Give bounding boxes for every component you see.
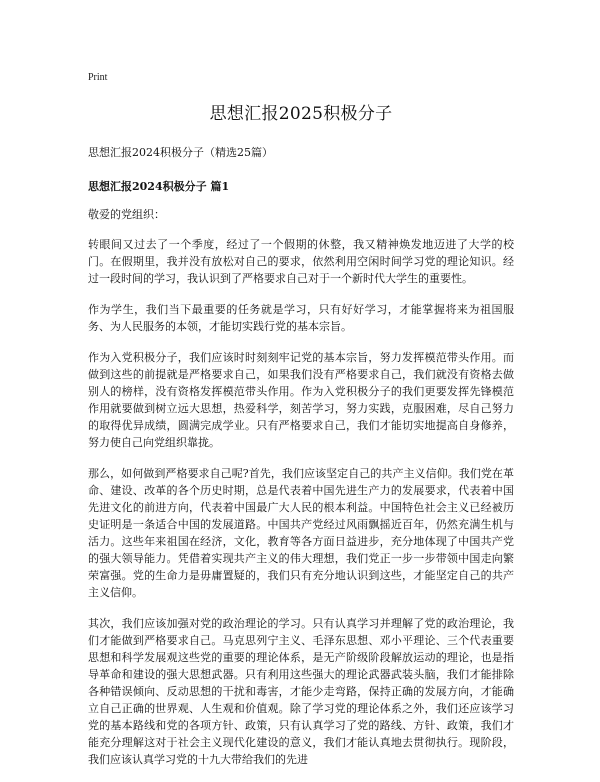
paragraph: 那么，如何做到严格要求自己呢?首先，我们应该坚定自己的共产主义信仰。我们党在革命、建设、改革的各个历史时期，总是代表着中国先进生产力的发展要求，代表着中国先进文化的前进方向，代表着中国最广大人民的根本利益。中国特色社会主义已经被历史证明是一条适合中国的发展道路。中国共产党经过风雨飘摇近百年，仍然充满生机与活力。这些年来祖国在经济，文化，教育等各方面日益进步，充分地体现了中国共产党的强大领导能力。凭借着实现共产主义的伟大理想，我们党正一步一步带领中国走向繁荣富强。党的生命力是毋庸置疑的，我们只有充分地认识到这些，才能坚定自己的共产主义信仰。: [88, 467, 514, 599]
paragraph: 作为学生，我们当下最重要的任务就是学习，只有好好学习，才能掌握将来为祖国服务、为人民服务的本领，才能切实践行党的基本宗旨。: [88, 303, 514, 333]
document-subtitle: 思想汇报2024积极分子（精选25篇）: [88, 146, 273, 159]
paragraph: 作为入党积极分子，我们应该时时刻刻牢记党的基本宗旨，努力发挥模范带头作用。而做到这些的前提就是严格要求自己，如果我们没有严格要求自己，我们就没有资格去做别人的榜样，没有资格发挥模范带头作用。作为入党积极分子的我们更要发挥先锋模范作用就要做到树立远大思想，热爱科学，刻苦学习，努力实践，克服困难，尽自己努力的取得优异成绩，圆满完成学业。只有严格要求自己，我们才能切实地提高自身修养，努力使自己向党组织靠拢。: [88, 351, 514, 449]
paragraph: 其次，我们应该加强对党的政治理论的学习。只有认真学习并理解了党的政治理论，我们才能做到严格要求自己。马克思列宁主义、毛泽东思想、邓小平理论、三个代表重要思想和科学发展观这些党的重要的理论体系，是无产阶级阶段解放运动的理论，也是指导革命和建设的强大思想武器。只有利用这些强大的理论武器武装头脑，我们才能排除各种错误倾向、反动思想的干扰和毒害，才能少走弯路，保持正确的发展方向，才能确立自己正确的世界观、人生观和价值观。除了学习党的理论体系之外，我们还应该学习党的基本路线和党的各项方针、政策，只有认真学习了党的路线、方针、政策，我们才能充分理解这对于社会主义现代化建设的意义，我们才能认真地去贯彻执行。现阶段，我们应该认真学习党的十九大带给我们的先进: [88, 617, 514, 766]
page-title: 思想汇报2025积极分子: [209, 104, 393, 124]
salutation: 敬爱的党组织：: [88, 208, 165, 221]
paragraph: 转眼间又过去了一个季度，经过了一个假期的休整，我又精神焕发地迈进了大学的校门。在假期里，我并没有放松对自己的要求，依然利用空闲时间学习党的理论知识。经过一段时间的学习，我认识到了严格要求自己对于一个新时代大学生的重要性。: [88, 238, 514, 285]
document-page: [88, 72, 514, 782]
print-link[interactable]: Print: [88, 72, 108, 83]
section-heading: 思想汇报2024积极分子 篇1: [88, 180, 230, 193]
